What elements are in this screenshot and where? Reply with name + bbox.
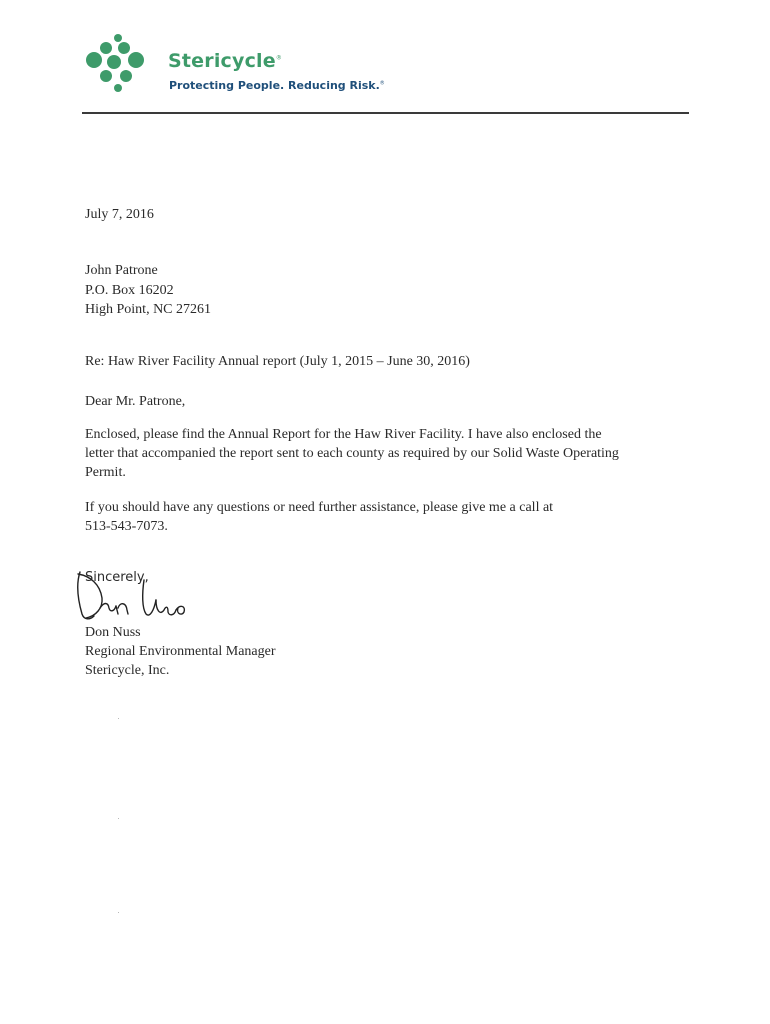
letter-date: July 7, 2016 xyxy=(85,207,154,222)
letterhead-divider xyxy=(82,112,689,114)
closing: Sincerely, xyxy=(85,570,149,585)
signer-name: Don Nuss xyxy=(85,625,141,640)
subject-line: Re: Haw River Facility Annual report (July 1, 2015 – June 30, 2016) xyxy=(85,354,470,369)
scan-speck xyxy=(118,718,119,719)
recipient-city-line: High Point, NC 27261 xyxy=(85,302,212,317)
recipient-address-line: P.O. Box 16202 xyxy=(85,283,174,298)
scan-speck xyxy=(118,912,119,913)
body-paragraph-1-line: Permit. xyxy=(85,465,126,480)
stericycle-logo-icon xyxy=(84,32,150,96)
recipient-name: John Patrone xyxy=(85,263,158,278)
signer-title: Regional Environmental Manager xyxy=(85,644,276,659)
body-paragraph-2-line: 513-543-7073. xyxy=(85,519,168,534)
signer-company: Stericycle, Inc. xyxy=(85,663,170,678)
body-paragraph-2-line: If you should have any questions or need further assistance, please give me a call at xyxy=(85,500,554,515)
body-paragraph-1-line: Enclosed, please find the Annual Report for the Haw River Facility. I have also enclosed the xyxy=(85,427,602,442)
handwritten-signature xyxy=(76,570,196,630)
salutation: Dear Mr. Patrone, xyxy=(85,394,186,409)
company-name: Stericycle® xyxy=(168,50,283,72)
scan-speck xyxy=(118,818,119,819)
company-tagline: Protecting People. Reducing Risk.® xyxy=(169,79,385,92)
body-paragraph-1-line: letter that accompanied the report sent to each county as required by our Solid Waste Operating xyxy=(85,446,619,461)
